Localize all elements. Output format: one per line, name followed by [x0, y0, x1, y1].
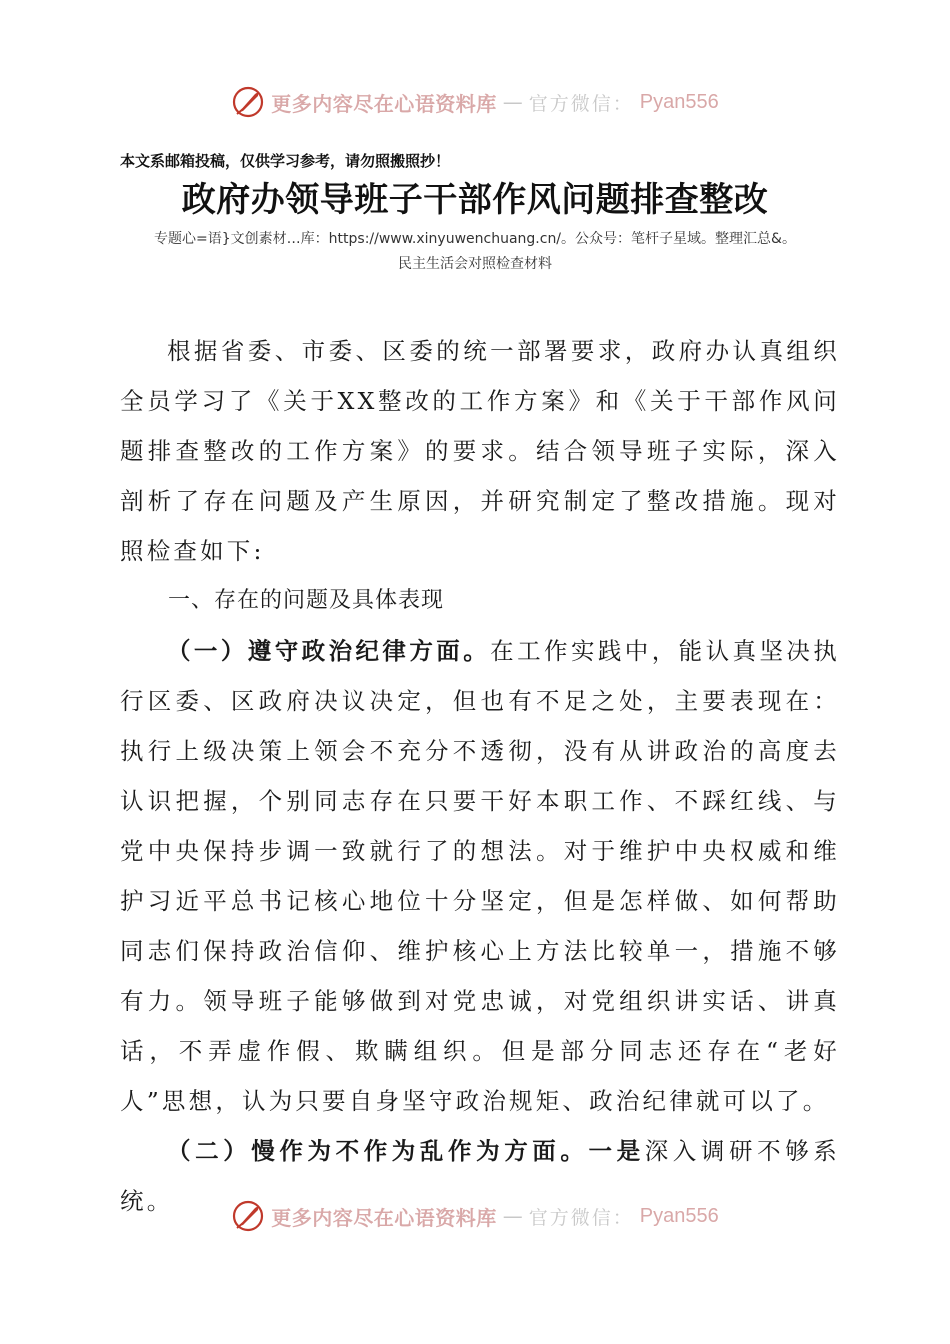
watermark-text: 更多内容尽在心语资料库	[271, 91, 497, 116]
section-2-label: （二）慢作为不作为乱作为方面。	[167, 1137, 589, 1165]
submission-notice: 本文系邮箱投稿，仅供学习参考，请勿照搬照抄！	[120, 152, 451, 170]
watermark-dash: —	[502, 90, 523, 114]
section-paragraph-1	[120, 626, 840, 1126]
watermark-footer	[0, 1196, 950, 1236]
document-body	[120, 326, 840, 1226]
section-1-label: （一）遵守政治纪律方面。	[167, 637, 491, 665]
feather-pen-logo-icon	[231, 1199, 265, 1233]
section-2-lead: 一是	[588, 1137, 645, 1165]
feather-pen-logo-icon	[231, 85, 265, 119]
watermark-dash: —	[502, 1204, 523, 1228]
section-1-text: 在工作实践中，能认真坚决执行区委、区政府决议决定，但也有不足之处，主要表现在：执行上级决策上领会不充分不透彻，没有从讲政治的高度去认识把握，个别同志存在只要干好本职工作、不踩红线、与党中央保持步调一致就行了的想法。对于维护中央权威和维护习近平总书记核心地位十分坚定，但是怎样做、如何帮助同志们保持政治信仰、维护核心上方法比较单一，措施不够有力。领导班子能够做到对党忠诚，对党组织讲实话、讲真话，不弄虚作假、欺瞒组织。但是部分同志还存在“老好人”思想，认为只要自身坚守政治规矩、政治纪律就可以了。	[120, 637, 840, 1115]
watermark-label: 官方微信：	[528, 1206, 634, 1229]
intro-paragraph: 根据省委、市委、区委的统一部署要求，政府办认真组织全员学习了《关于XX整改的工作方案》和《关于干部作风问题排查整改的工作方案》的要求。结合领导班子实际，深入剖析了存在问题及产生原因，并研究制定了整改措施。现对照检查如下:	[120, 337, 840, 565]
watermark-id: Pyan556	[639, 90, 719, 113]
document-title: 政府办领导班子干部作风问题排查整改	[181, 180, 769, 220]
watermark-label: 官方微信：	[528, 92, 634, 115]
section-heading: 一、存在的问题及具体表现	[168, 588, 445, 613]
watermark-id: Pyan556	[639, 1204, 719, 1227]
watermark-text: 更多内容尽在心语资料库	[271, 1205, 497, 1230]
section-2-text: 深入调研不够系统。	[120, 1137, 840, 1215]
subtitle-line: 民主生活会对照检查材料	[398, 256, 552, 272]
watermark-header	[0, 82, 950, 122]
source-line: 专题心=语}文创素材…库：https://www.xinyuwenchuang.cn/。公众号：笔杆子星域。整理汇总&。	[154, 231, 796, 247]
